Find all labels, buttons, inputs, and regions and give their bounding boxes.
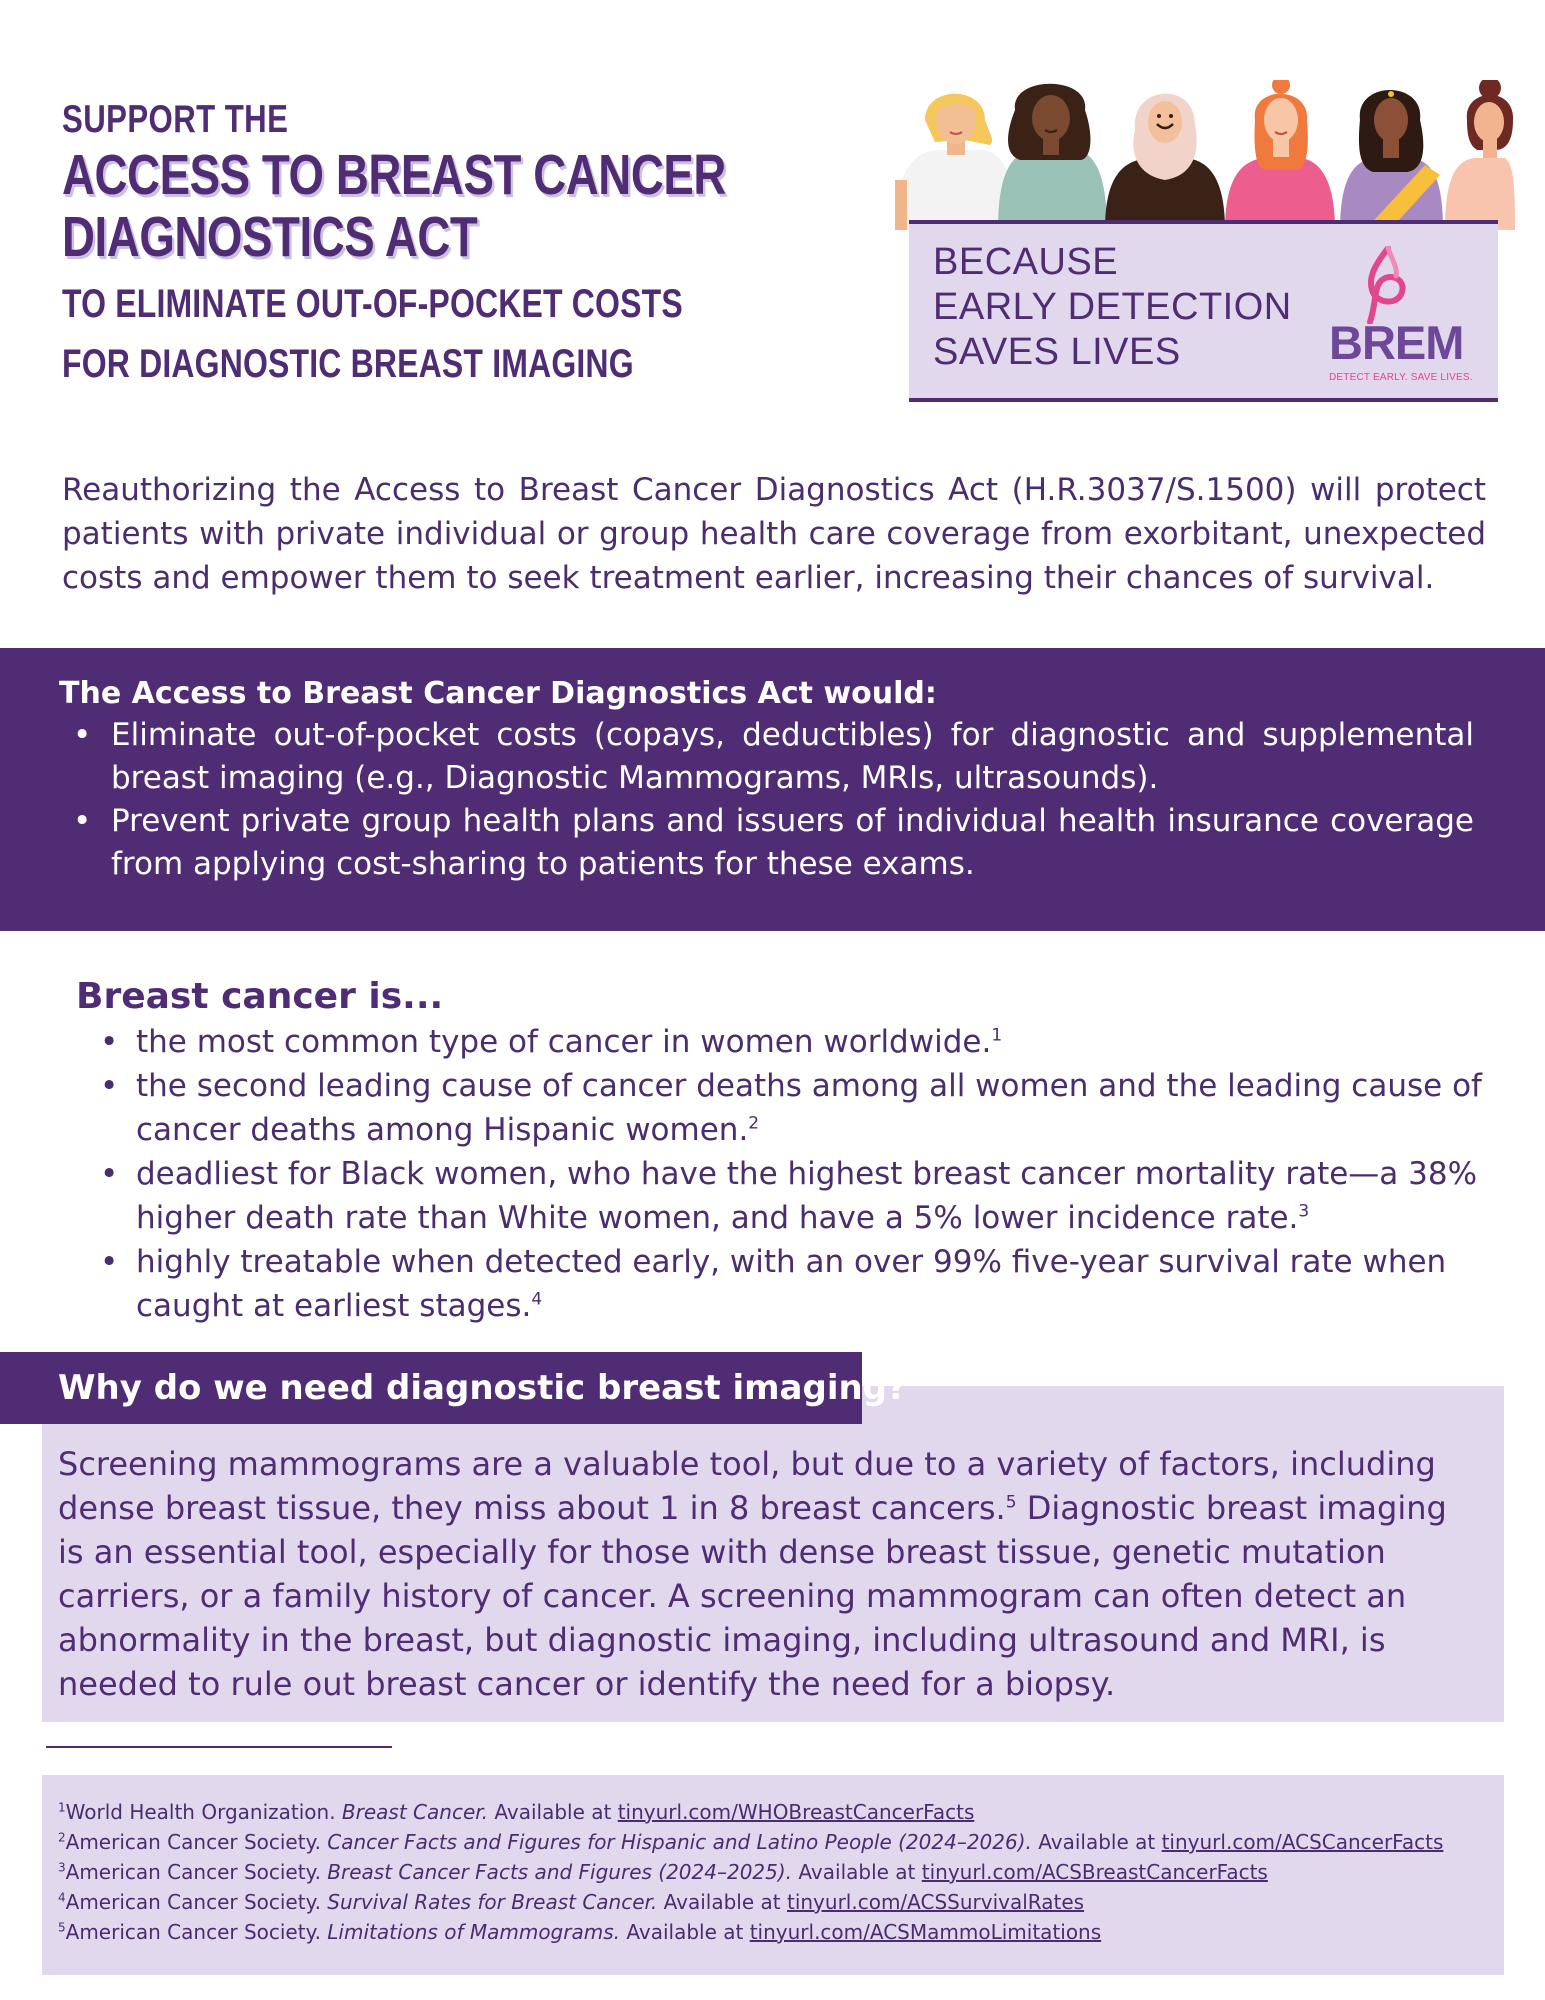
footnote-number: 2 xyxy=(58,1830,66,1845)
footnote-link[interactable]: tinyurl.com/ACSMammoLimitations xyxy=(749,1920,1102,1944)
fact-text: the second leading cause of cancer deaths among all women and the leading cause of cancer deaths among Hispanic women. xyxy=(136,1068,1482,1148)
woman-illustration-3 xyxy=(1105,94,1225,230)
footnote-divider xyxy=(46,1746,392,1748)
footnote-source: American Cancer Society. xyxy=(65,1830,328,1854)
page-title xyxy=(62,96,726,394)
list-item xyxy=(76,1240,1496,1328)
fact-text: highly treatable when detected early, with an over 99% five-year survival rate when caught at earliest stages. xyxy=(136,1244,1447,1324)
footnote-item xyxy=(58,1827,1498,1857)
slogan-line-2: EARLY DETECTION xyxy=(933,286,1292,328)
footnote-source: World Health Organization. xyxy=(65,1800,342,1824)
woman-illustration-2 xyxy=(998,84,1107,230)
woman-illustration-5 xyxy=(1340,90,1443,230)
footnotes-box xyxy=(42,1775,1504,1975)
awareness-ribbon-icon xyxy=(1358,246,1412,324)
footnote-available: Available at xyxy=(488,1800,618,1824)
footnote-item xyxy=(58,1887,1498,1917)
footnote-source: American Cancer Society. xyxy=(65,1860,328,1884)
footnote-ref: 4 xyxy=(531,1289,543,1310)
list-item: • Prevent private group health plans and issuers of individual health insurance coverage from applying cost-sharing to patients for these exams. xyxy=(59,800,1474,886)
footnote-available: Available at xyxy=(620,1920,750,1944)
slogan-banner xyxy=(909,220,1498,402)
footnote-item xyxy=(58,1797,1498,1827)
footnote-ref: 2 xyxy=(748,1113,760,1134)
footnote-item xyxy=(58,1857,1498,1887)
slogan-line-1: BECAUSE xyxy=(933,241,1119,283)
why-text-part-2: Diagnostic breast imaging is an essential tool, especially for those with dense breast tissue, genetic mutation carriers, or a family history of cancer. A screening mammogram can often detect an abnormality in the breast, but diagnostic imaging, including ultrasound and MRI, is needed to rule out breast cancer or identify the need for a biopsy. xyxy=(58,1489,1447,1703)
footnote-number: 4 xyxy=(58,1890,66,1905)
title-line-act-name: ACCESS TO BREAST CANCER xyxy=(62,143,726,207)
footnote-number: 5 xyxy=(58,1920,66,1935)
footnote-ref: 5 xyxy=(1005,1492,1017,1513)
title-line-act-name-2: DIAGNOSTICS ACT xyxy=(62,205,478,269)
footnote-title: Survival Rates for Breast Cancer. xyxy=(327,1890,658,1914)
slogan-line-3: SAVES LIVES xyxy=(933,331,1181,373)
list-item xyxy=(76,1020,1496,1064)
footnote-available: Available at xyxy=(792,1860,922,1884)
footnote-link[interactable]: tinyurl.com/ACSBreastCancerFacts xyxy=(921,1860,1268,1884)
fact-text: the most common type of cancer in women worldwide. xyxy=(136,1024,992,1060)
slogan-text xyxy=(933,240,1292,375)
footnote-link[interactable]: tinyurl.com/ACSSurvivalRates xyxy=(786,1890,1085,1914)
footnote-number: 1 xyxy=(58,1800,66,1815)
act-provisions-heading: The Access to Breast Cancer Diagnostics Act would: xyxy=(59,676,937,711)
act-provisions-box xyxy=(0,648,1545,931)
footnote-item xyxy=(58,1917,1498,1947)
brem-tagline: DETECT EARLY. SAVE LIVES. xyxy=(1329,372,1473,383)
why-text-part-1: Screening mammograms are a valuable tool, but due to a variety of factors, including dense breast tissue, they miss about 1 in 8 breast cancers. xyxy=(58,1445,1436,1527)
footnote-source: American Cancer Society. xyxy=(65,1920,328,1944)
woman-illustration-4 xyxy=(1225,80,1335,230)
footnote-source: American Cancer Society. xyxy=(65,1890,328,1914)
footnote-title: Limitations of Mammograms. xyxy=(327,1920,620,1944)
woman-illustration-6 xyxy=(1445,80,1515,230)
footnote-link[interactable]: tinyurl.com/WHOBreastCancerFacts xyxy=(617,1800,975,1824)
footnote-title: Cancer Facts and Figures for Hispanic and Latino People (2024–2026). xyxy=(327,1830,1032,1854)
title-line-support: SUPPORT THE xyxy=(62,98,289,141)
act-provisions-list xyxy=(59,714,1474,886)
breast-cancer-heading: Breast cancer is... xyxy=(76,976,444,1017)
footnote-title: Breast Cancer. xyxy=(341,1800,488,1824)
footnote-number: 3 xyxy=(58,1860,66,1875)
why-imaging-heading: Why do we need diagnostic breast imaging? xyxy=(58,1368,907,1408)
list-item xyxy=(76,1152,1496,1240)
fact-text: deadliest for Black women, who have the highest breast cancer mortality rate—a 38% higher death rate than White women, and have a 5% lower incidence rate. xyxy=(136,1156,1478,1236)
footnote-link[interactable]: tinyurl.com/ACSCancerFacts xyxy=(1161,1830,1444,1854)
list-item: • Eliminate out-of-pocket costs (copays, deductibles) for diagnostic and supplemental breast imaging (e.g., Diagnostic Mammograms, MRIs, ultrasounds). xyxy=(59,714,1474,800)
footnote-ref: 3 xyxy=(1298,1201,1310,1222)
footnote-available: Available at xyxy=(657,1890,787,1914)
footnote-available: Available at xyxy=(1031,1830,1162,1854)
footnotes-list xyxy=(58,1797,1498,1947)
why-imaging-paragraph xyxy=(58,1442,1478,1706)
brem-logo: BREM xyxy=(1329,316,1464,369)
title-line-purpose-2: FOR DIAGNOSTIC BREAST IMAGING xyxy=(62,342,634,386)
breast-cancer-facts-list xyxy=(76,1020,1496,1328)
title-line-purpose: TO ELIMINATE OUT-OF-POCKET COSTS xyxy=(62,282,683,326)
women-illustration xyxy=(895,80,1515,230)
list-item xyxy=(76,1064,1496,1152)
footnote-title: Breast Cancer Facts and Figures (2024–2025). xyxy=(327,1860,793,1884)
intro-paragraph: Reauthorizing the Access to Breast Cancer Diagnostics Act (H.R.3037/S.1500) will protect patients with private individual or group health care coverage from exorbitant, unexpected costs and empower them to seek treatment earlier, increasing their chances of survival. xyxy=(62,472,1486,596)
footnote-ref: 1 xyxy=(991,1025,1003,1046)
